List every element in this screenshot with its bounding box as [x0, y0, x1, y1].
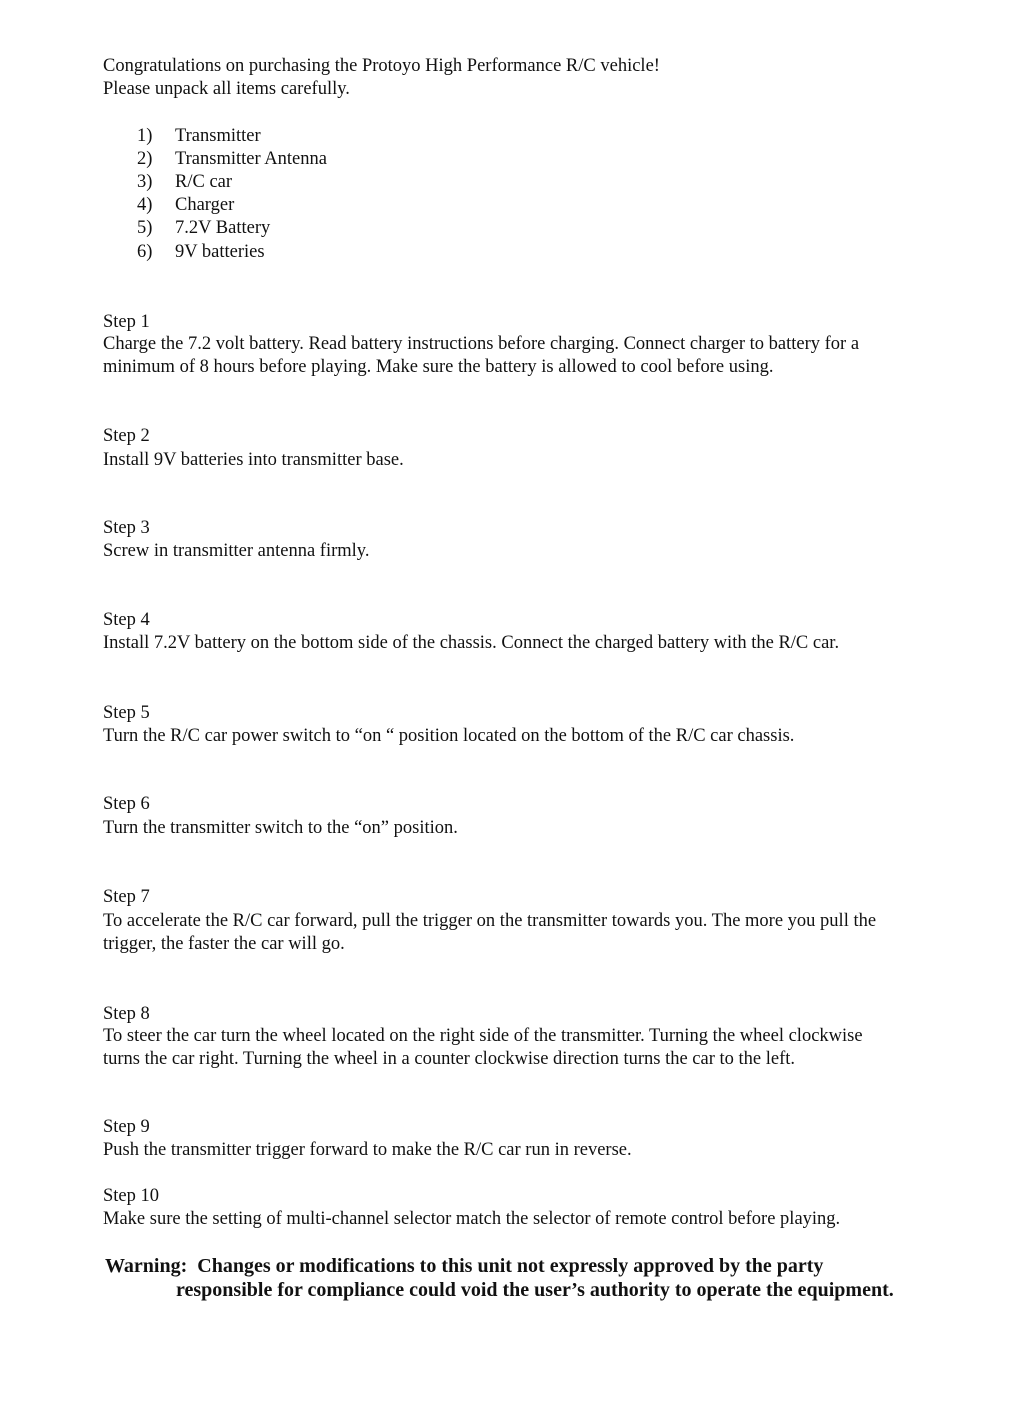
step-title: Step 3 — [103, 518, 150, 538]
list-item: R/C car — [175, 172, 233, 192]
step-text: turns the car right. Turning the wheel in a counter clockwise direction turns the car to the left. — [103, 1049, 796, 1069]
warning-line-1 — [105, 1254, 823, 1278]
step-title: Step 9 — [103, 1117, 150, 1137]
list-item: Charger — [175, 195, 235, 215]
intro-line-2: Please unpack all items carefully. — [103, 79, 350, 99]
step-title: Step 8 — [103, 1004, 150, 1024]
step-text: Charge the 7.2 volt battery. Read battery instructions before charging. Connect charger to battery for a — [103, 334, 860, 354]
step-text: minimum of 8 hours before playing. Make sure the battery is allowed to cool before using. — [103, 357, 774, 377]
item-number: 4) — [137, 195, 153, 215]
step-text: Turn the transmitter switch to the “on” position. — [103, 818, 458, 838]
warning-label: Warning: — [105, 1255, 188, 1277]
step-title: Step 7 — [103, 887, 150, 907]
list-item: Transmitter Antenna — [175, 149, 327, 169]
step-text: Install 7.2V battery on the bottom side of the chassis. Connect the charged battery with the R/C car. — [103, 633, 840, 653]
step-title: Step 10 — [103, 1186, 160, 1206]
list-item: 7.2V Battery — [175, 218, 271, 238]
step-text: To accelerate the R/C car forward, pull the trigger on the transmitter towards you. The more you pull the — [103, 911, 877, 931]
step-title: Step 1 — [103, 312, 150, 332]
step-title: Step 2 — [103, 426, 150, 446]
list-item: 9V batteries — [175, 242, 265, 262]
step-text: Push the transmitter trigger forward to make the R/C car run in reverse. — [103, 1140, 632, 1160]
list-item: Transmitter — [175, 126, 261, 146]
step-title: Step 5 — [103, 703, 150, 723]
intro-line-1: Congratulations on purchasing the Protoyo High Performance R/C vehicle! — [103, 56, 660, 76]
step-text: Make sure the setting of multi-channel selector match the selector of remote control before playing. — [103, 1209, 841, 1229]
step-text: To steer the car turn the wheel located on the right side of the transmitter. Turning the wheel clockwise — [103, 1026, 863, 1046]
item-number: 6) — [137, 242, 153, 262]
step-title: Step 4 — [103, 610, 150, 630]
step-text: trigger, the faster the car will go. — [103, 934, 345, 954]
warning-text: Changes or modifications to this unit not expressly approved by the party — [197, 1255, 824, 1277]
step-text: Screw in transmitter antenna firmly. — [103, 541, 370, 561]
step-text: Install 9V batteries into transmitter base. — [103, 450, 404, 470]
item-number: 1) — [137, 126, 153, 146]
step-text: Turn the R/C car power switch to “on “ position located on the bottom of the R/C car chassis. — [103, 726, 795, 746]
item-number: 3) — [137, 172, 153, 192]
item-number: 5) — [137, 218, 153, 238]
step-title: Step 6 — [103, 794, 150, 814]
warning-line-2: responsible for compliance could void the user’s authority to operate the equipment. — [176, 1279, 894, 1301]
item-number: 2) — [137, 149, 153, 169]
